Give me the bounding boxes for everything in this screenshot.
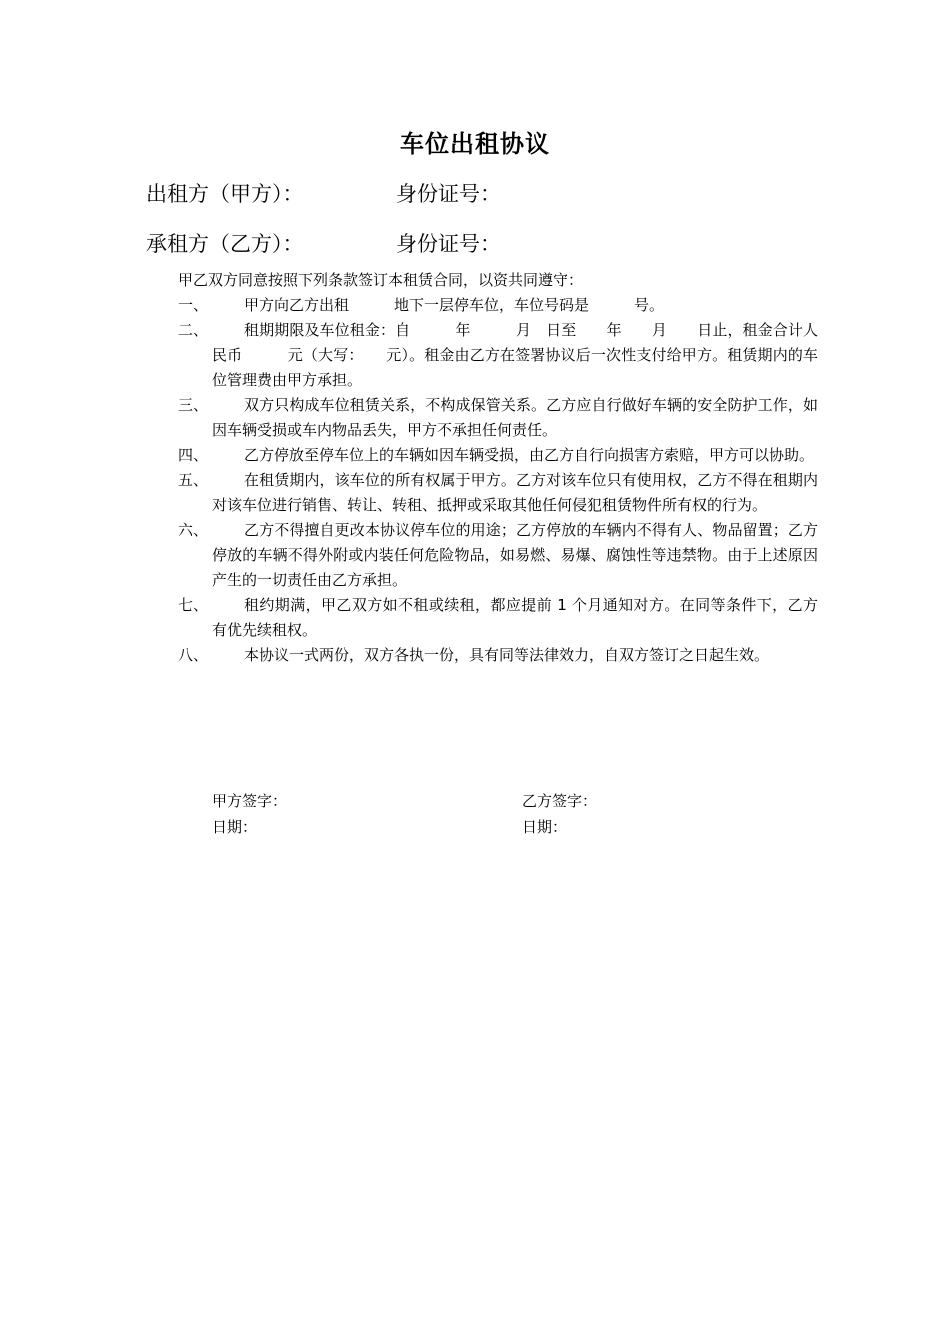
clause-item <box>178 518 818 593</box>
clause-item <box>178 293 818 318</box>
clause-number: 四、 <box>178 446 209 464</box>
clause-text: 双方只构成车位租赁关系，不构成保管关系。乙方应自行做好车辆的安全防护工作，如因车辆受损或车内物品丢失，甲方不承担任何责任。 <box>212 396 818 439</box>
party-b-sign-label: 乙方签字： <box>522 792 598 810</box>
lessee-label: 承租方（乙方）： <box>146 232 304 256</box>
clause-item <box>178 443 818 468</box>
clause-number: 八、 <box>178 646 209 664</box>
party-a-date-label: 日期： <box>212 818 258 836</box>
party-b-date-label: 日期： <box>522 818 568 836</box>
party-a-signature <box>212 788 287 840</box>
clause-item <box>178 593 818 643</box>
clause-number: 三、 <box>178 396 209 414</box>
lessee-row <box>146 228 501 258</box>
lessor-id-label: 身份证号： <box>396 182 501 206</box>
party-a-sign-label: 甲方签字： <box>212 792 288 810</box>
agreement-body <box>178 268 818 668</box>
clause-text: 甲方向乙方出租 地下一层停车位，车位号码是 号。 <box>244 296 665 314</box>
clause-item <box>178 643 818 668</box>
clause-item <box>178 393 818 443</box>
clause-text: 乙方停放至停车位上的车辆如因车辆受损，由乙方自行向损害方索赔，甲方可以协助。 <box>244 446 815 464</box>
clause-number: 七、 <box>178 596 209 614</box>
clause-number: 五、 <box>178 471 209 489</box>
lessor-label: 出租方（甲方）： <box>146 182 304 206</box>
clause-item <box>178 468 818 518</box>
clause-text: 租约期满，甲乙双方如不租或续租，都应提前 1 个月通知对方。在同等条件下，乙方有优先续租权。 <box>212 596 818 639</box>
clause-item <box>178 318 818 393</box>
clause-text: 本协议一式两份，双方各执一份，具有同等法律效力，自双方签订之日起生效。 <box>244 646 770 664</box>
document-title: 车位出租协议 <box>400 130 550 158</box>
lessee-id-label: 身份证号： <box>396 232 501 256</box>
party-b-signature <box>522 788 597 840</box>
clause-number: 二、 <box>178 321 209 339</box>
clause-text: 租期期限及车位租金：自 年 月 日至 年 月 日止，租金合计人民币 元（大写： 元）。租金由乙方在签署协议后一次性支付给甲方。租赁期内的车位管理费由甲方承担。 <box>212 321 818 389</box>
clause-text: 乙方不得擅自更改本协议停车位的用途；乙方停放的车辆内不得有人、物品留置；乙方停放的车辆不得外附或内装任何危险物品，如易燃、易爆、腐蚀性等违禁物。由于上述原因产生的一切责任由乙方承担。 <box>212 521 818 589</box>
lessor-row <box>146 178 501 208</box>
clause-text: 在租赁期内，该车位的所有权属于甲方。乙方对该车位只有使用权，乙方不得在租期内对该车位进行销售、转让、转租、抵押或采取其他任何侵犯租赁物件所有权的行为。 <box>212 471 818 514</box>
clause-number: 六、 <box>178 521 209 539</box>
clause-list <box>178 293 818 668</box>
intro-paragraph: 甲乙双方同意按照下列条款签订本租赁合同，以资共同遵守： <box>178 271 584 289</box>
clause-number: 一、 <box>178 296 209 314</box>
